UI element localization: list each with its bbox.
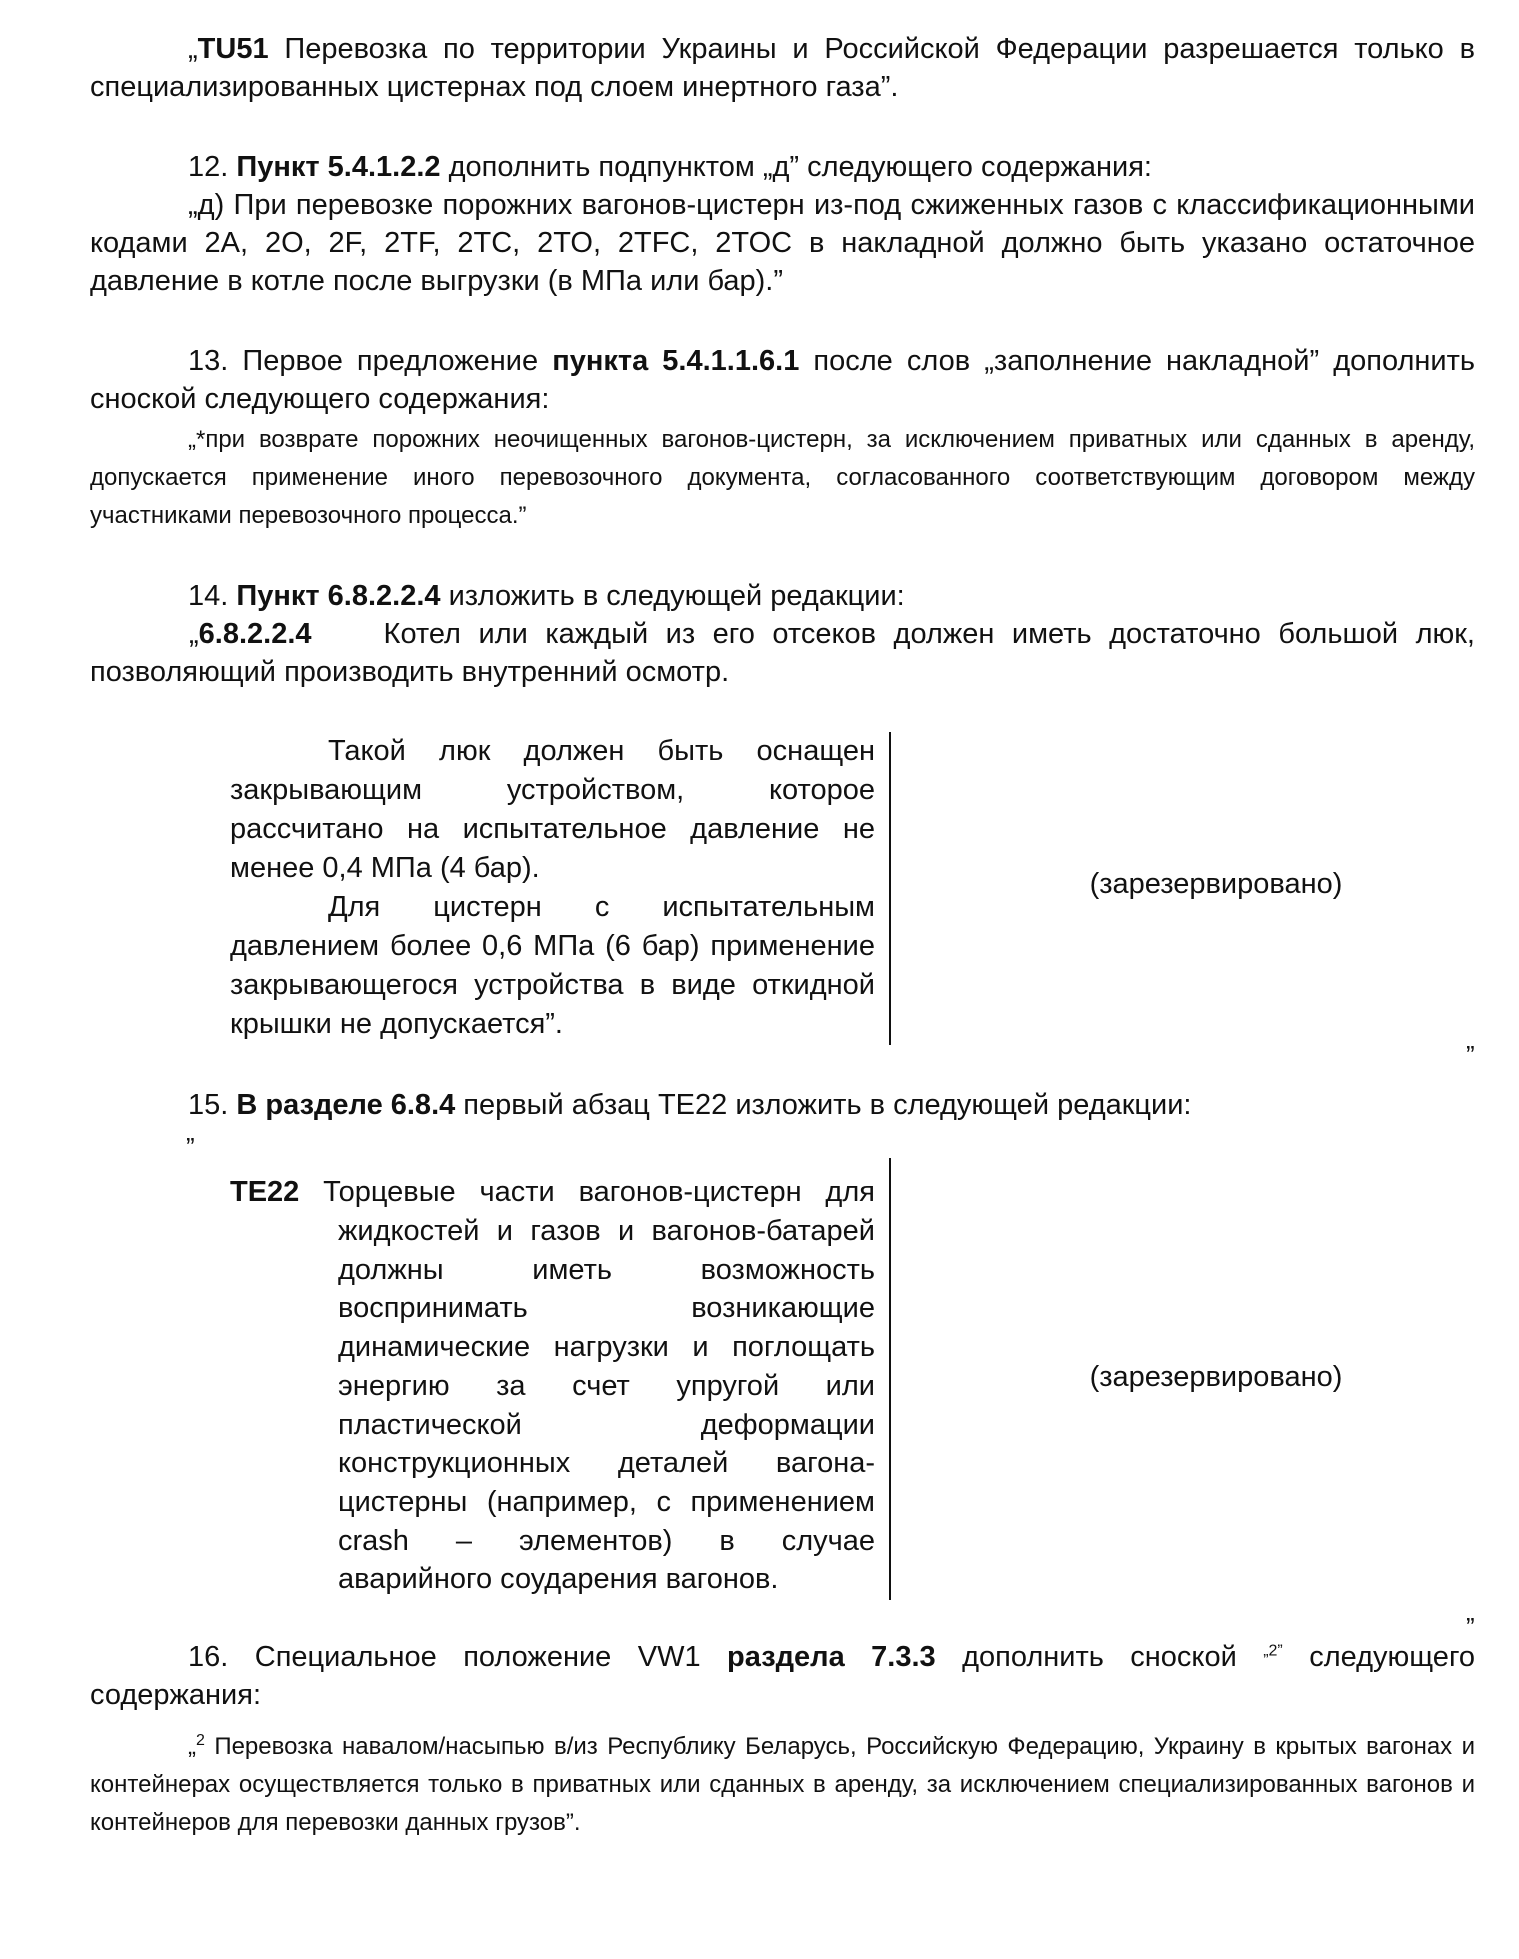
item-15-left-cell	[230, 1173, 875, 1212]
item-number: 15.	[188, 1089, 237, 1121]
item-14-quote-text: Котел или каждый из его отсеков должен иметь достаточно большой люк, позволяющий производить внутренний осмотр.	[90, 618, 1475, 688]
item-14-reserved: (зарезервировано)	[1089, 868, 1343, 900]
te22-label: TE22	[230, 1176, 300, 1208]
item-15-column-divider	[889, 1158, 891, 1600]
te22-first-text: Торцевые части вагонов-цистерн для	[323, 1176, 875, 1208]
item-14-column-divider	[889, 732, 891, 1045]
item-13-footnote-quote: „*при возврате порожних неочищенных вагонов-цистерн, за исключением приватных или сданных в аренду, допускается применение иного перевозочного документа, согласованного соответствующим договором между участниками перевозочного процесса.”	[90, 426, 1475, 529]
item-15-close-quote: ”	[1466, 1612, 1475, 1642]
item-16-text: следующего содержания:	[90, 1641, 1476, 1711]
item-14-quote	[90, 615, 1475, 691]
item-number: 13.	[188, 345, 243, 377]
item-12-heading	[188, 148, 1478, 186]
item-14-heading	[188, 577, 1478, 615]
item-15-open-quote: ”	[186, 1132, 195, 1162]
item-14-text: изложить в следующей редакции:	[440, 580, 905, 612]
item-16-heading	[90, 1638, 1475, 1714]
item-14-quote-ref: 6.8.2.2.4	[198, 618, 312, 650]
footnote-number: 2	[196, 1732, 205, 1749]
paragraph-tu51	[90, 30, 1475, 106]
item-16-footnote-quote	[90, 1728, 1475, 1842]
item-16-mid: дополнить сноской	[935, 1641, 1264, 1673]
te22-body: жидкостей и газов и вагонов-батарей должны иметь возможность воспринимать возникающие динамические нагрузки и поглощать энергию за счет упругой или пластической деформации конструкционных деталей вагона-цистерны (например, с применением crash – элементов) в случае аварийного соударения вагонов.	[338, 1215, 875, 1596]
item-12-ref: Пункт 5.4.1.2.2	[236, 151, 441, 183]
item-15-ref: В разделе 6.8.4	[236, 1089, 456, 1121]
item-14-left-cell	[230, 732, 875, 1044]
item-16-ref: раздела 7.3.3	[727, 1641, 936, 1673]
item-13-pre: Первое предложение	[242, 345, 553, 377]
footnote-marker: „2”	[1263, 1642, 1283, 1660]
item-13-text: после слов „заполнение накладной” дополнить сноской следующего содержания:	[90, 345, 1476, 415]
item-13-heading	[90, 342, 1475, 418]
item-number: 16.	[188, 1641, 255, 1673]
item-number: 12.	[188, 151, 237, 183]
item-14-cell-paragraph-1: Такой люк должен быть оснащен закрывающим устройством, которое рассчитано на испытательное давление не менее 0,4 МПа (4 бар).	[230, 735, 875, 884]
item-14-cell-paragraph-2: Для цистерн с испытательным давлением более 0,6 МПа (6 бар) применение закрывающегося устройства в виде откидной крышки не допускается”.	[230, 891, 875, 1040]
paragraph-text: Перевозка по территории Украины и Российской Федерации разрешается только в специализированных цистернах под слоем инертного газа”.	[90, 33, 1475, 103]
item-12-text: дополнить подпунктом „д” следующего содержания:	[440, 151, 1152, 183]
item-14-ref: Пункт 6.8.2.2.4	[236, 580, 441, 612]
item-15-heading	[188, 1086, 1478, 1124]
item-12-quote: „д) При перевозке порожних вагонов-цистерн из-под сжиженных газов с классификационными кодами 2A, 2O, 2F, 2TF, 2TC, 2TO, 2TFC, 2TOC в накладной должно быть указано остаточное давление в котле после выгрузки (в МПа или бар).”	[90, 189, 1475, 297]
item-13-ref: пункта 5.4.1.1.6.1	[552, 345, 800, 377]
item-16-pre: Специальное положение VW1	[254, 1641, 728, 1673]
item-15-reserved: (зарезервировано)	[1089, 1361, 1343, 1393]
quote-open: „	[189, 618, 199, 650]
quote-open: „	[188, 1733, 196, 1760]
item-14-close-quote: ”	[1466, 1040, 1475, 1070]
item-number: 14.	[188, 580, 237, 612]
item-16-quote-text: Перевозка навалом/насыпью в/из Республику Беларусь, Российскую Федерацию, Украину в крытых вагонах и контейнерах осуществляется только в приватных или сданных в аренду, за исключением специализированных вагонов и контейнеров для перевозки данных грузов”.	[90, 1733, 1475, 1836]
item-15-text: первый абзац TE22 изложить в следующей редакции:	[455, 1089, 1192, 1121]
te22-first-line	[230, 1173, 875, 1212]
code-tu51: TU51	[197, 33, 269, 65]
quote-open: „	[188, 33, 198, 65]
